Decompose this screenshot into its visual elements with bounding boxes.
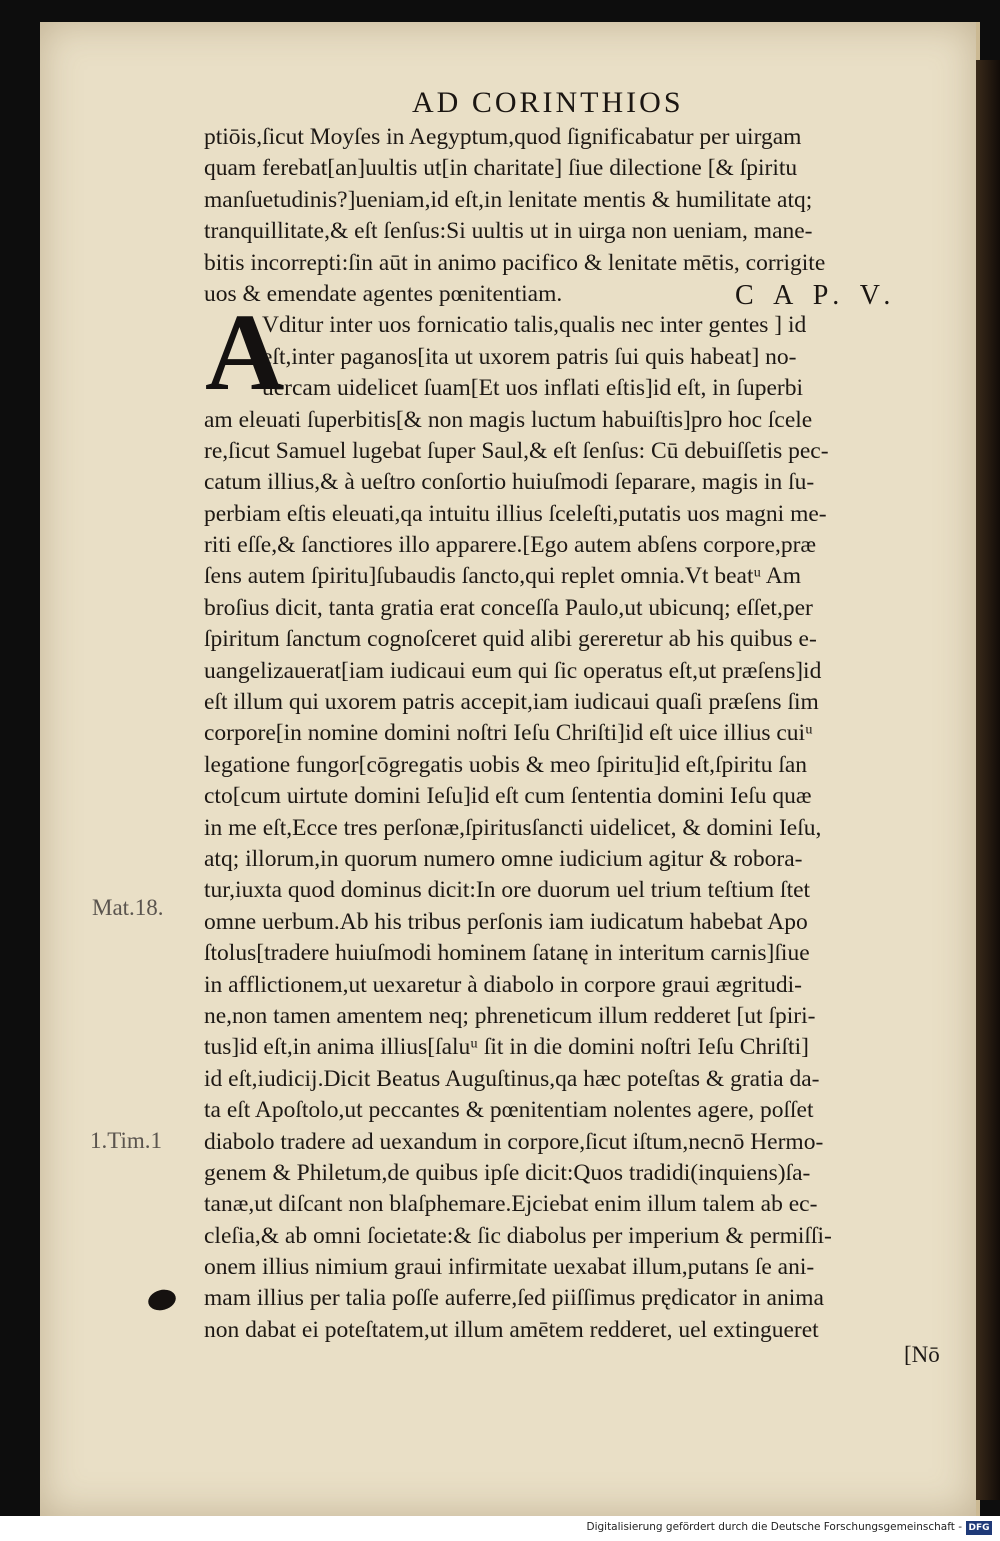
text-line: broſius dicit, tanta gratia erat conceſſa Paulo,ut ubicunq; eſſet,per xyxy=(204,594,813,621)
text-line: cto[cum uirtute domini Ieſu]id eſt cum ſententia domini Ieſu quæ xyxy=(204,783,812,810)
text-line: ta eſt Apoſtolo,ut peccantes & pœnitentiam nolentes agere, poſſet xyxy=(204,1097,814,1124)
text-line: eſt,inter paganos[ita ut uxorem patris ſui quis habeat] no- xyxy=(262,343,797,370)
text-line: ne,non tamen amentem neq; phreneticum illum redderet [ut ſpiri- xyxy=(204,1002,816,1029)
text-line: uangelizauerat[iam iudicaui eum qui ſic operatus eſt,ut præſens]id xyxy=(204,657,822,684)
text-line: manſuetudinis?]ueniam,id eſt,in lenitate mentis & humilitate atq; xyxy=(204,186,813,213)
text-line: non dabat ei poteſtatem,ut illum amētem redderet, uel extingueret xyxy=(204,1316,819,1343)
text-line: catum illius,& à ueſtro conſortio huiuſmodi ſeparare, magis in ſu- xyxy=(204,469,815,496)
text-line: onem illius nimium graui infirmitate uexabat illum,putans ſe ani- xyxy=(204,1254,815,1281)
text-line: ptiōis,ſicut Moyſes in Aegyptum,quod ſignificabatur per uirgam xyxy=(204,124,802,150)
text-line: eſt illum qui uxorem patris accepit,iam iudicaui quaſi præſens ſim xyxy=(204,689,819,716)
drop-initial: A xyxy=(205,291,285,413)
text-line: ſens autem ſpiritu]ſubaudis ſancto,qui replet omnia.Vt beatᵘ Am xyxy=(204,563,802,590)
page-edge-shadow xyxy=(976,60,1000,1500)
text-line: id eſt,iudicij.Dicit Beatus Auguſtinus,qa hæc poteſtas & gratia da- xyxy=(204,1065,820,1092)
marginal-note-timothy: 1.Tim.1 xyxy=(90,1128,163,1153)
text-line: cleſia,& ab omni ſocietate:& ſic diabolus per imperium & permiſſi- xyxy=(204,1222,832,1249)
text-line: mam illius per talia poſſe auferre,ſed piiſſimus prędicator in anima xyxy=(204,1285,824,1312)
text-line: ſpiritum ſanctum cognoſceret quid alibi gereretur ab his quibus e- xyxy=(204,626,817,653)
text-line: tanæ,ut diſcant non blaſphemare.Ejciebat enim illum talem ab ec- xyxy=(204,1191,818,1218)
text-line: uercam uidelicet ſuam[Et uos inflati eſtis]id eſt, in ſuperbi xyxy=(262,375,803,402)
text-line: tur,iuxta quod dominus dicit:In ore duorum uel trium teſtium ſtet xyxy=(204,877,811,904)
text-line: Vditur inter uos fornicatio talis,qualis nec inter gentes ] id xyxy=(262,312,807,339)
text-line: corpore[in nomine domini noſtri Ieſu Chriſti]id eſt uice illius cuiᵘ xyxy=(204,720,813,747)
text-line: tranquillitate,& eſt ſenſus:Si uultis ut in uirga non ueniam, mane- xyxy=(204,218,813,245)
chapter-heading: C A P. V. xyxy=(735,280,898,311)
text-line: re,ſicut Samuel lugebat ſuper Saul,& eſt ſenſus: Cū debuiſſetis pec- xyxy=(204,437,829,464)
text-line: perbiam eſtis eleuati,qa intuitu illius ſceleſti,putatis uos magni me- xyxy=(204,500,827,527)
running-head: AD CORINTHIOS xyxy=(412,86,684,119)
marginal-note-matthew: Mat.18. xyxy=(92,895,164,920)
funding-credit: Digitalisierung gefördert durch die Deutsche Forschungsgemeinschaft - xyxy=(586,1521,962,1533)
text-line: diabolo tradere ad uexandum in corpore,ſicut iſtum,necnō Hermo- xyxy=(204,1128,824,1155)
text-line: atq; illorum,in quorum numero omne iudicium agitur & robora- xyxy=(204,845,803,872)
dfg-logo: DFG xyxy=(966,1521,992,1535)
text-line: ſtolus[tradere huiuſmodi hominem ſatanę in interitum carnis]ſiue xyxy=(204,940,810,967)
catchword: [Nō xyxy=(904,1342,940,1367)
text-line: quam ferebat[an]uultis ut[in charitate] ſiue dilectione [& ſpiritu xyxy=(204,155,798,182)
text-line: am eleuati ſuperbitis[& non magis luctum habuiſtis]pro hoc ſcele xyxy=(204,406,813,433)
text-line: uos & emendate agentes pœnitentiam. xyxy=(204,280,563,307)
text-line: in me eſt,Ecce tres perſonæ,ſpiritusſancti uidelicet, & domini Ieſu, xyxy=(204,814,822,841)
text-line: in afflictionem,ut uexaretur à diabolo in corpore graui ægritudi- xyxy=(204,971,802,998)
digitization-footer xyxy=(0,1516,1000,1541)
text-line: legatione fungor[cōgregatis uobis & meo ſpiritu]id eſt,ſpiritu ſan xyxy=(204,751,808,778)
text-line: bitis incorrepti:ſin aūt in animo pacifico & lenitate mētis, corrigite xyxy=(204,249,826,276)
text-line: omne uerbum.Ab his tribus perſonis iam iudicatum habebat Apo xyxy=(204,908,808,935)
text-line: genem & Philetum,de quibus ipſe dicit:Quos tradidi(inquiens)ſa- xyxy=(204,1159,811,1186)
text-line: riti eſſe,& ſanctiores illo apparere.[Ego autem abſens corpore,præ xyxy=(204,532,817,559)
text-line: tus]id eſt,in anima illius[ſaluᵘ ſit in die domini noſtri Ieſu Chriſti] xyxy=(204,1034,809,1061)
